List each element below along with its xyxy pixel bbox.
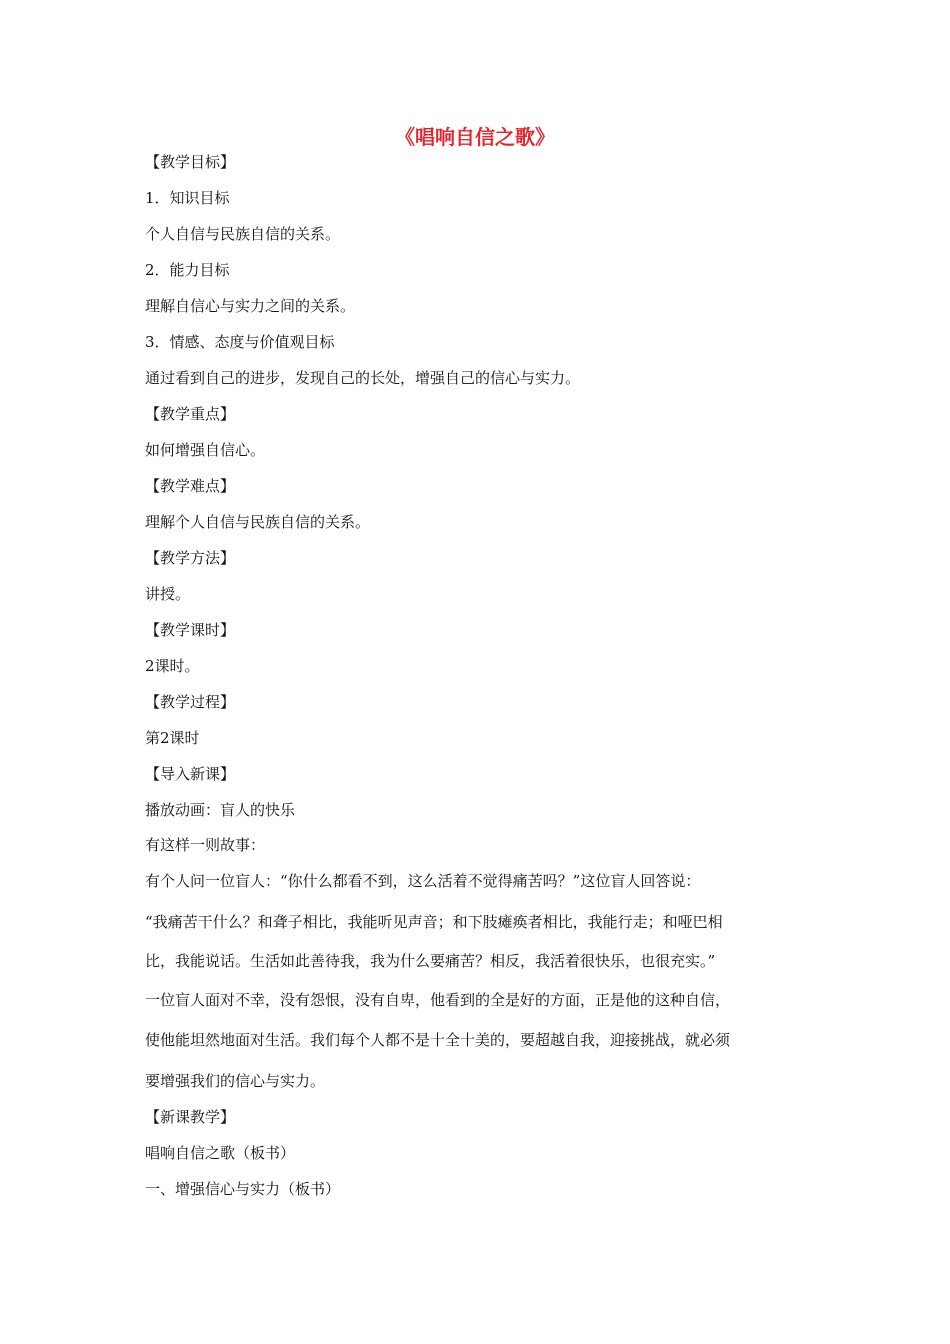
paragraph: 播放动画：盲人的快乐 — [145, 801, 296, 819]
paragraph: 有这样一则故事： — [145, 836, 266, 854]
section-heading-difficulties: 【教学难点】 — [145, 477, 236, 495]
paragraph: 如何增强自信心。 — [145, 441, 266, 459]
section-heading-teaching-goals: 【教学目标】 — [145, 153, 236, 171]
paragraph: 一、增强信心与实力（板书） — [145, 1180, 341, 1198]
story-line: 使他能坦然地面对生活。我们每个人都不是十全十美的，要超越自我，迎接挑战，就必须 — [145, 1031, 731, 1049]
story-line: 一位盲人面对不幸，没有怨恨，没有自卑，他看到的全是好的方面，正是他的这种自信， — [145, 991, 731, 1009]
section-heading-new-lesson: 【新课教学】 — [145, 1108, 236, 1126]
story-line: 要增强我们的信心与实力。 — [145, 1072, 326, 1090]
paragraph: 讲授。 — [145, 585, 191, 603]
subheading-ability-goal: 2．能力目标 — [145, 261, 230, 279]
paragraph: 个人自信与民族自信的关系。 — [145, 225, 341, 243]
section-heading-introduction: 【导入新课】 — [145, 765, 236, 783]
story-line: 有个人问一位盲人：“你什么都看不到，这么活着不觉得痛苦吗？”这位盲人回答说： — [145, 872, 701, 890]
paragraph: 通过看到自己的进步，发现自己的长处，增强自己的信心与实力。 — [145, 369, 581, 387]
section-heading-class-hours: 【教学课时】 — [145, 621, 236, 639]
paragraph: 理解个人自信与民族自信的关系。 — [145, 513, 371, 531]
document-title: 《唱响自信之歌》 — [395, 125, 555, 149]
section-heading-process: 【教学过程】 — [145, 693, 236, 711]
subheading-knowledge-goal: 1．知识目标 — [145, 189, 230, 207]
section-heading-key-points: 【教学重点】 — [145, 405, 236, 423]
paragraph: 唱响自信之歌（板书） — [145, 1144, 296, 1162]
paragraph: 第2课时 — [145, 729, 200, 747]
story-line: 比，我能说话。生活如此善待我，我为什么要痛苦？相反，我活着很快乐，也很充实。” — [145, 952, 716, 970]
paragraph: 2课时。 — [145, 657, 200, 675]
section-heading-methods: 【教学方法】 — [145, 549, 236, 567]
paragraph: 理解自信心与实力之间的关系。 — [145, 297, 356, 315]
story-line: “我痛苦干什么？和聋子相比，我能听见声音；和下肢瘫痪者相比，我能行走；和哑巴相 — [145, 913, 723, 931]
subheading-emotion-goal: 3．情感、态度与价值观目标 — [145, 333, 335, 351]
